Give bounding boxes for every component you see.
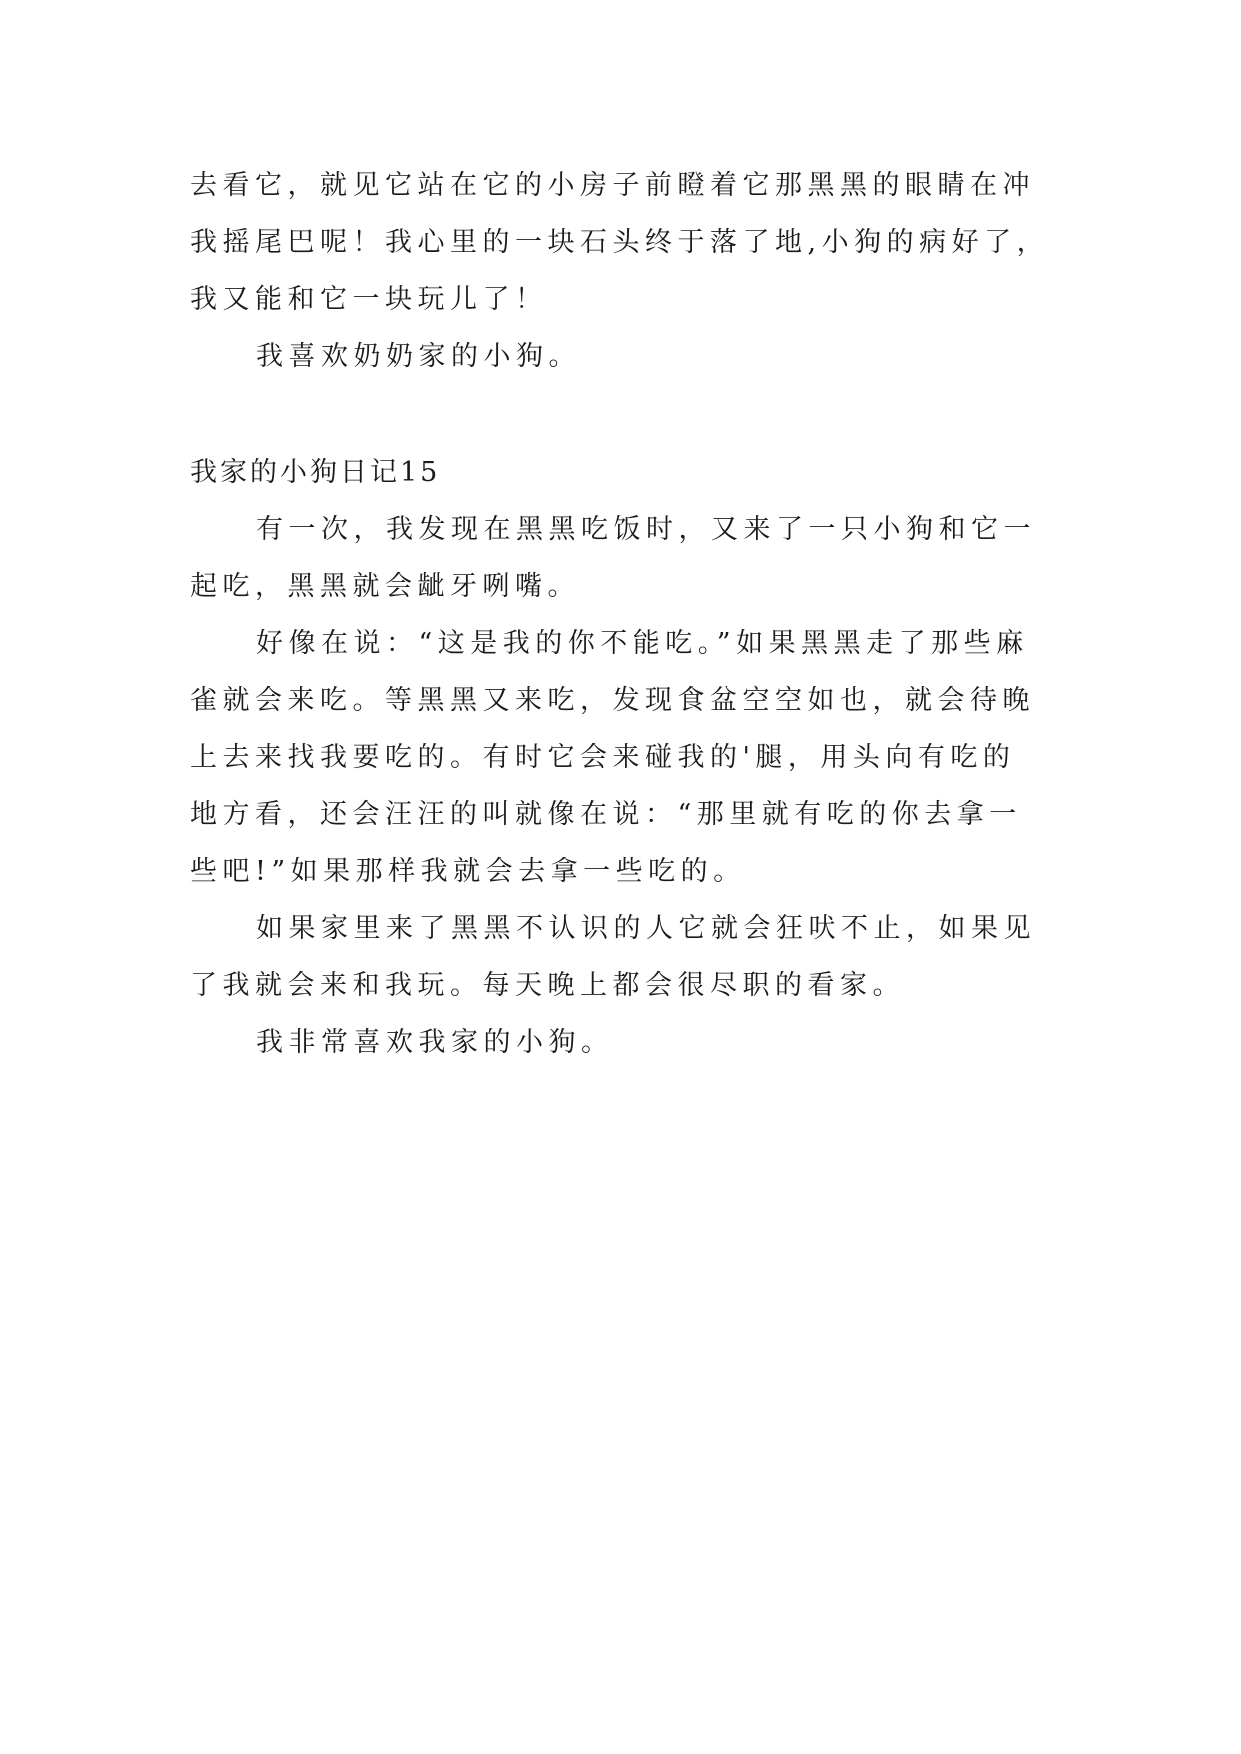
paragraph-line: 去看它，就见它站在它的小房子前瞪着它那黑黑的眼睛在冲 — [190, 170, 1035, 201]
paragraph-line: 起吃，黑黑就会龇牙咧嘴。 — [190, 571, 580, 602]
paragraph-line: 了我就会来和我玩。每天晚上都会很尽职的看家。 — [190, 970, 905, 1001]
paragraph-line: 我非常喜欢我家的小狗。 — [256, 1027, 614, 1058]
section-title: 我家的小狗日记15 — [190, 457, 441, 488]
paragraph-line: 我喜欢奶奶家的小狗。 — [256, 341, 581, 372]
paragraph-line: 我又能和它一块玩儿了！ — [190, 284, 548, 315]
paragraph-line: 雀就会来吃。等黑黑又来吃，发现食盆空空如也，就会待晚 — [190, 685, 1035, 716]
paragraph-line: 我摇尾巴呢！我心里的一块石头终于落了地,小狗的病好了， — [190, 227, 1050, 258]
paragraph-line: 地方看，还会汪汪的叫就像在说：“那里就有吃的你去拿一 — [190, 799, 1022, 830]
paragraph-line: 有一次，我发现在黑黑吃饭时，又来了一只小狗和它一 — [256, 514, 1036, 545]
paragraph-line: 些吧!”如果那样我就会去拿一些吃的。 — [190, 856, 746, 887]
paragraph-line: 上去来找我要吃的。有时它会来碰我的'腿，用头向有吃的 — [190, 742, 1016, 773]
paragraph-line: 如果家里来了黑黑不认识的人它就会狂吠不止，如果见 — [256, 913, 1036, 944]
paragraph-line: 好像在说：“这是我的你不能吃。”如果黑黑走了那些麻 — [256, 628, 1029, 659]
